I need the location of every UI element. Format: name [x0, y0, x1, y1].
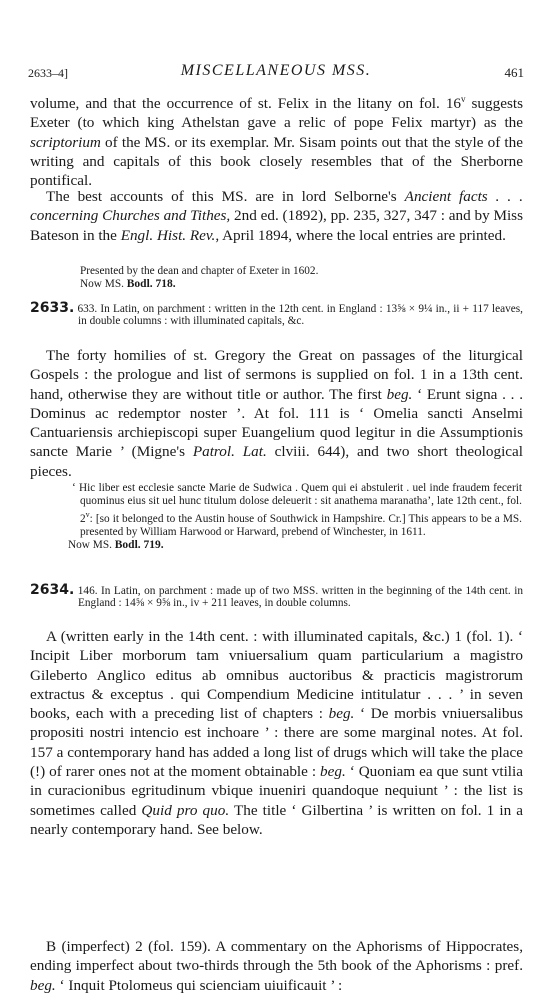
- entry-2634-header: 2634. 146. In Latin, on parchment : made up of two MSS. written in the beginning of the 14th cent. in England : 14⅝ × 9⅝ in., iv + 211 leaves, in double columns.: [30, 582, 523, 610]
- page-number: 461: [504, 65, 524, 80]
- header-entry-range: 2633–4]: [28, 66, 68, 80]
- ms-shelfmark: Bodl. 719.: [114, 538, 164, 551]
- running-header: [28, 62, 524, 84]
- ms-shelfmark: Bodl. 718.: [126, 278, 176, 290]
- paragraph-gilbertina: A (written early in the 14th cent. : with illuminated capitals, &c.) 1 (fol. 1). ‘ Incipit Liber morborum tam vniuersalium quam particularium a magistro Gileberto Anglico editus ab omnibus auctoribus & practicis magistrorum extractus & exceptus . qui Compendium Medicine intitulatur . . . ’ in seven books, each with a preceding list of chapters : beg. ‘ De morbis vniuersalibus propositi nostri intencio est inchoare ’ : there are some marginal notes. At fol. 157 a contemporary hand has added a long list of drugs which will take the place (!) of rarer ones not at the moment obtainable : beg. ‘ Quoniam ea que sunt vtilia in curacionibus egritudinum vbique inueniri quandoque nequiunt ’ : the list is sometimes called Quid pro quo. The title ‘ Gilbertina ’ is written on fol. 1 in a nearly contemporary hand. See below.: [30, 628, 524, 838]
- paragraph-felix-litany: volume, and that the occurrence of st. Felix in the litany on fol. 16$^v$ suggests Exeter (to which king Athelstan gave a relic of pope Felix martyr) as the scriptorium of the MS. or its exemplar. Mr. Sisam points out that the style of the writing and capitals of this book closely resembles that of the Sherborne pontifical.: [30, 94, 523, 190]
- entry-number: 2634.: [30, 582, 75, 598]
- paragraph-best-accounts: The best accounts of this MS. are in lord Selborne's Ancient facts . . . concerning Churches and Tithes, 2nd ed. (1892), pp. 235, 327, 347 : and by Miss Bateson in the Engl. Hist. Rev., April 1894, where the local entries are printed.: [30, 188, 524, 244]
- paragraph-hippocrates: B (imperfect) 2 (fol. 159). A commentary on the Aphorisms of Hippocrates, ending imperfect about two-thirds through the 5th book of the Aphorisms : pref. beg. ‘ Inquit Ptolomeus qui scienciam uiuificauit ’ :: [30, 938, 523, 994]
- entry-2633-header: 2633. 633. In Latin, on parchment : written in the 12th cent. in England : 13⅝ × 9¼ in., ii + 117 leaves, in double columns : with illuminated capitals, &c.: [30, 300, 523, 328]
- presented-line: Presented by the dean and chapter of Exeter in 1602.: [80, 265, 319, 277]
- header-title: MISCELLANEOUS MSS.: [180, 62, 372, 79]
- provenance-note-718: Presented by the dean and chapter of Exeter in 1602. Now MS. Bodl. 718.: [80, 265, 520, 291]
- paragraph-gregory-homilies: The forty homilies of st. Gregory the Great on passages of the liturgical Gospels : the prologue and list of sermons is supplied on fol. 1 in a 13th cent. hand, otherwise they are without title or author. The first beg. ‘ Erunt signa . . . Dominus ac redemptor noster ’. At fol. 111 is ‘ Omelia sancti Anselmi Cantuariensis archiepiscopi super Euangelium quod legitur in die Assumptionis sancte Marie ’ (Migne's Patrol. Lat. clviii. 644), and two short theological pieces.: [30, 347, 524, 480]
- provenance-note-719: ‘ Hic liber est ecclesie sancte Marie de Sudwica . Quem qui ei abstulerit . uel inde fraudem fecerit quominus eius sit uel hunc titulum dolose deleuerit : sit anathema maranatha’, late 12th cent., fol. 2$^v$: [so it belonged to the Austin house of Southwick in Hampshire. Cr.] This appears to be a MS. presented by William Harwood or Harward, prebend of Winchester, in 1611. Now MS. Bodl. 719.: [68, 482, 522, 551]
- entry-number: 2633.: [30, 300, 75, 316]
